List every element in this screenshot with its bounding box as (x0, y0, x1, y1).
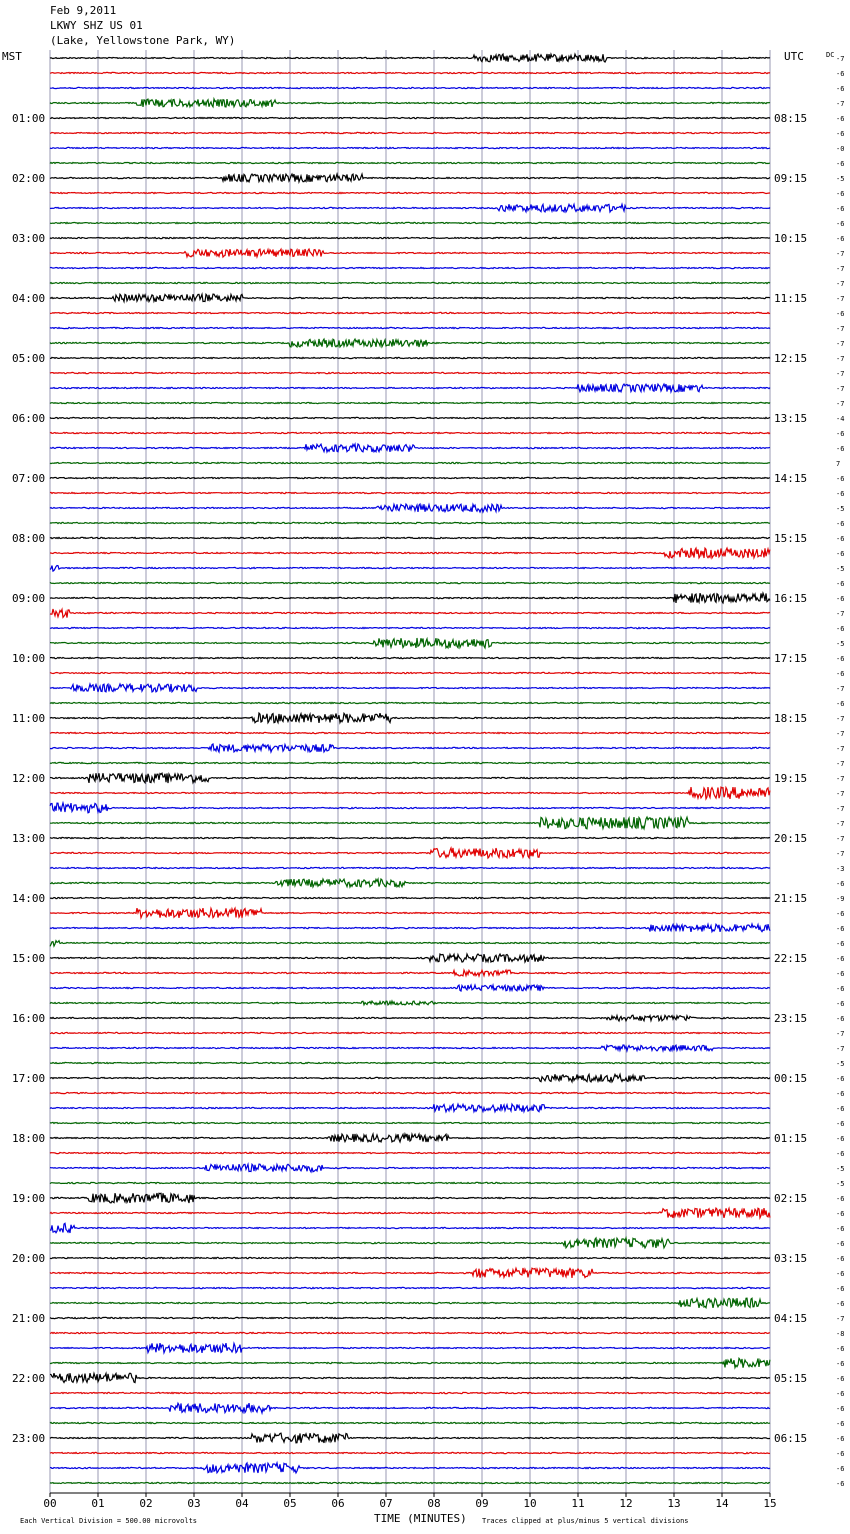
trace-line (50, 732, 770, 733)
dc-offset-label: -6 (836, 1015, 845, 1023)
trace-line (50, 132, 770, 133)
dc-offset-label: -6 (836, 430, 845, 438)
left-hour-label: 17:00 (12, 1072, 46, 1085)
left-hour-label: 21:00 (12, 1312, 46, 1325)
dc-offset-label: -6 (836, 160, 845, 168)
dc-offset-label: -7 (836, 265, 845, 273)
dc-offset-label: -6 (836, 535, 845, 543)
dc-offset-label: -7 (836, 610, 845, 618)
dc-offset-label: -4 (836, 415, 845, 423)
dc-offset-label: -5 (836, 1180, 845, 1188)
right-hour-label: 21:15 (774, 892, 808, 905)
trace-line (50, 1032, 770, 1033)
right-hour-label: 01:15 (774, 1132, 808, 1145)
trace-line (50, 627, 770, 628)
dc-offset-label: -7 (836, 760, 845, 768)
trace-line (50, 462, 770, 463)
dc-offset-label: -6 (836, 1360, 845, 1368)
dc-offset-label: -7 (836, 370, 845, 378)
left-hour-label: 16:00 (12, 1012, 46, 1025)
trace-line (50, 1482, 770, 1483)
dc-offset-label: -6 (836, 1000, 845, 1008)
right-hour-label: 19:15 (774, 772, 808, 785)
trace-line (50, 970, 770, 976)
x-tick-label: 05 (283, 1497, 297, 1510)
dc-offset-label: -6 (836, 580, 845, 588)
right-hour-label: 09:15 (774, 172, 808, 185)
dc-offset-label: -7 (836, 340, 845, 348)
dc-offset-label: -5 (836, 1060, 845, 1068)
left-hour-label: 12:00 (12, 772, 46, 785)
header-location: (Lake, Yellowstone Park, WY) (50, 34, 236, 47)
trace-line (50, 1343, 770, 1353)
dc-offset-label: -6 (836, 655, 845, 663)
header-date: Feb 9,2011 (50, 4, 117, 17)
dc-offset-label: -7 (836, 280, 845, 288)
dc-offset-label: -7 (836, 1045, 845, 1053)
right-hour-label: 13:15 (774, 412, 808, 425)
right-hour-label: 17:15 (774, 652, 808, 665)
left-hour-label: 09:00 (12, 592, 46, 605)
right-hour-label: 16:15 (774, 592, 808, 605)
trace-line (50, 1268, 770, 1278)
left-hour-label: 03:00 (12, 232, 46, 245)
dc-offset-label: -6 (836, 310, 845, 318)
right-hour-label: 00:15 (774, 1072, 808, 1085)
dc-offset-label: -7 (836, 745, 845, 753)
x-tick-label: 01 (91, 1497, 105, 1510)
grid-lines (50, 50, 770, 1493)
dc-offset-label: -7 (836, 1030, 845, 1038)
x-tick-label: 12 (619, 1497, 633, 1510)
x-tick-label: 09 (475, 1497, 489, 1510)
right-hour-label: 12:15 (774, 352, 808, 365)
dc-offset-label: -7 (836, 100, 845, 108)
x-tick-label: 02 (139, 1497, 153, 1510)
trace-line (50, 1182, 770, 1183)
dc-offset-label: -7 (836, 775, 845, 783)
trace-line (50, 492, 770, 493)
trace-line (50, 803, 770, 813)
trace-line (50, 237, 770, 238)
seismic-traces (50, 54, 770, 1484)
dc-label: DC (826, 51, 835, 59)
dc-offset-label: -6 (836, 1435, 845, 1443)
dc-offset-label: -6 (836, 985, 845, 993)
trace-line (50, 773, 770, 783)
dc-offset-label: -6 (836, 1300, 845, 1308)
left-hour-label: 02:00 (12, 172, 46, 185)
trace-line (50, 1223, 770, 1233)
trace-line (50, 684, 770, 692)
trace-line (50, 249, 770, 257)
right-hour-label: 11:15 (774, 292, 808, 305)
dc-offset-label: -6 (836, 955, 845, 963)
trace-line (50, 294, 770, 302)
header-station: LKWY SHZ US 01 (50, 19, 143, 32)
trace-line (50, 1193, 770, 1203)
dc-offset-label: -6 (836, 520, 845, 528)
right-hour-label: 06:15 (774, 1432, 808, 1445)
right-hour-label: 15:15 (774, 532, 808, 545)
left-hour-label: 10:00 (12, 652, 46, 665)
trace-line (50, 204, 770, 212)
dc-offset-label: -6 (836, 1105, 845, 1113)
trace-line (50, 477, 770, 478)
dc-offset-label: -5 (836, 175, 845, 183)
trace-line (50, 787, 770, 799)
left-hour-label: 05:00 (12, 352, 46, 365)
left-hour-label: 18:00 (12, 1132, 46, 1145)
trace-line (50, 744, 770, 752)
left-hour-label: 23:00 (12, 1432, 46, 1445)
left-hour-label: 19:00 (12, 1192, 46, 1205)
dc-offset-label: -7 (836, 295, 845, 303)
trace-line (50, 582, 770, 583)
dc-offset-label: -6 (836, 1225, 845, 1233)
dc-offset-label: -0 (836, 145, 845, 153)
left-hour-label: 07:00 (12, 472, 46, 485)
dc-offset-label: -7 (836, 805, 845, 813)
trace-line (50, 1463, 770, 1473)
right-hour-label: 20:15 (774, 832, 808, 845)
trace-line (50, 174, 770, 182)
trace-line (50, 72, 770, 73)
dc-offset-label: -6 (836, 205, 845, 213)
dc-offset-label: -3 (836, 865, 845, 873)
trace-line (50, 1257, 770, 1258)
dc-offset-label: -6 (836, 1270, 845, 1278)
dc-offset-label: -7 (836, 55, 845, 63)
trace-line (50, 1104, 770, 1112)
trace-line (50, 638, 770, 648)
left-hour-label: 14:00 (12, 892, 46, 905)
dc-offset-label: 7 (836, 460, 841, 468)
trace-line (50, 537, 770, 538)
left-hour-label: 06:00 (12, 412, 46, 425)
dc-offset-label: -6 (836, 235, 845, 243)
trace-line (50, 593, 770, 603)
x-tick-label: 13 (667, 1497, 681, 1510)
dc-offset-label: -6 (836, 1345, 845, 1353)
trace-line (50, 384, 770, 392)
dc-offset-label: -6 (836, 490, 845, 498)
trace-line (50, 504, 770, 512)
dc-offset-label: -7 (836, 250, 845, 258)
axis-labels (12, 55, 844, 1510)
right-hour-label: 05:15 (774, 1372, 808, 1385)
x-tick-label: 04 (235, 1497, 249, 1510)
trace-line (50, 444, 770, 452)
trace-line (50, 1164, 770, 1172)
trace-line (50, 1062, 770, 1063)
dc-offset-label: -6 (836, 130, 845, 138)
trace-line (50, 1134, 770, 1142)
trace-line (50, 837, 770, 838)
dc-offset-label: -6 (836, 445, 845, 453)
trace-line (50, 1045, 770, 1051)
trace-line (50, 99, 770, 107)
dc-offset-label: -6 (836, 625, 845, 633)
dc-offset-label: -6 (836, 1465, 845, 1473)
right-hour-label: 03:15 (774, 1252, 808, 1265)
dc-offset-label: -7 (836, 325, 845, 333)
x-tick-label: 00 (43, 1497, 57, 1510)
left-hour-label: 11:00 (12, 712, 46, 725)
trace-line (50, 54, 770, 62)
trace-line (50, 267, 770, 268)
trace-line (50, 713, 770, 723)
right-hour-label: 08:15 (774, 112, 808, 125)
trace-line (50, 672, 770, 673)
clip-note: Traces clipped at plus/minus 5 vertical divisions (482, 1517, 689, 1525)
dc-offset-label: -7 (836, 790, 845, 798)
trace-line (50, 548, 770, 558)
dc-offset-label: -7 (836, 685, 845, 693)
x-tick-label: 10 (523, 1497, 537, 1510)
dc-offset-label: -7 (836, 715, 845, 723)
trace-line (50, 954, 770, 962)
trace-line (50, 357, 770, 358)
dc-offset-label: -6 (836, 70, 845, 78)
trace-line (50, 339, 770, 347)
trace-line (50, 417, 770, 418)
trace-line (50, 222, 770, 223)
x-tick-label: 08 (427, 1497, 441, 1510)
trace-line (50, 985, 770, 991)
dc-offset-label: -6 (836, 910, 845, 918)
trace-line (50, 1332, 770, 1333)
trace-line (50, 1152, 770, 1153)
dc-offset-label: -6 (836, 220, 845, 228)
trace-line (50, 941, 770, 947)
dc-offset-label: -6 (836, 475, 845, 483)
trace-line (50, 924, 770, 932)
trace-line (50, 1208, 770, 1218)
dc-offset-label: -6 (836, 1480, 845, 1488)
right-hour-label: 04:15 (774, 1312, 808, 1325)
trace-line (50, 817, 770, 829)
trace-line (50, 1403, 770, 1413)
left-hour-label: 13:00 (12, 832, 46, 845)
trace-line (50, 1074, 770, 1082)
trace-line (50, 327, 770, 328)
trace-line (50, 1122, 770, 1123)
trace-line (50, 1373, 770, 1383)
trace-line (50, 522, 770, 523)
right-timezone-label: UTC (784, 50, 804, 63)
trace-line (50, 192, 770, 193)
x-tick-label: 14 (715, 1497, 729, 1510)
left-hour-label: 01:00 (12, 112, 46, 125)
trace-line (50, 312, 770, 313)
dc-offset-label: -6 (836, 595, 845, 603)
dc-offset-label: -7 (836, 355, 845, 363)
dc-offset-label: -6 (836, 1150, 845, 1158)
trace-line (50, 147, 770, 148)
trace-line (50, 1433, 770, 1443)
trace-line (50, 372, 770, 373)
right-hour-label: 18:15 (774, 712, 808, 725)
trace-line (50, 1001, 770, 1005)
trace-line (50, 702, 770, 703)
dc-offset-label: -6 (836, 700, 845, 708)
x-tick-label: 06 (331, 1497, 345, 1510)
dc-offset-label: -6 (836, 1090, 845, 1098)
x-tick-label: 03 (187, 1497, 201, 1510)
trace-line (50, 762, 770, 763)
trace-line (50, 162, 770, 163)
dc-offset-label: -6 (836, 1240, 845, 1248)
trace-line (50, 432, 770, 433)
dc-offset-label: -6 (836, 1390, 845, 1398)
dc-offset-label: -6 (836, 190, 845, 198)
trace-line (50, 848, 770, 858)
dc-offset-label: -7 (836, 820, 845, 828)
x-tick-label: 11 (571, 1497, 585, 1510)
dc-offset-label: -7 (836, 850, 845, 858)
dc-offset-label: -9 (836, 895, 845, 903)
dc-offset-label: -6 (836, 1405, 845, 1413)
left-hour-label: 22:00 (12, 1372, 46, 1385)
dc-offset-label: -6 (836, 1450, 845, 1458)
trace-line (50, 1452, 770, 1453)
dc-offset-label: -6 (836, 1135, 845, 1143)
right-hour-label: 14:15 (774, 472, 808, 485)
dc-offset-label: -6 (836, 940, 845, 948)
trace-line (50, 908, 770, 918)
trace-line (50, 1392, 770, 1393)
trace-line (50, 867, 770, 868)
trace-line (50, 897, 770, 898)
x-axis-title: TIME (MINUTES) (374, 1512, 467, 1525)
dc-offset-label: -6 (836, 1285, 845, 1293)
dc-offset-label: -6 (836, 1375, 845, 1383)
trace-line (50, 879, 770, 887)
x-tick-label: 15 (763, 1497, 777, 1510)
dc-offset-label: -6 (836, 925, 845, 933)
dc-offset-label: -5 (836, 505, 845, 513)
trace-line (50, 1422, 770, 1423)
trace-line (50, 657, 770, 658)
dc-offset-label: -6 (836, 1210, 845, 1218)
trace-line (50, 1092, 770, 1093)
dc-offset-label: -6 (836, 670, 845, 678)
trace-line (50, 1298, 770, 1308)
dc-offset-label: -5 (836, 1165, 845, 1173)
trace-line (50, 1317, 770, 1318)
trace-line (50, 117, 770, 118)
trace-line (50, 566, 770, 572)
dc-offset-label: -6 (836, 1195, 845, 1203)
left-hour-label: 08:00 (12, 532, 46, 545)
vertical-division-note: Each Vertical Division = 500.00 microvolts (20, 1517, 198, 1525)
dc-offset-label: -7 (836, 835, 845, 843)
trace-line (50, 282, 770, 283)
dc-offset-label: -7 (836, 400, 845, 408)
left-hour-label: 15:00 (12, 952, 46, 965)
x-tick-label: 07 (379, 1497, 393, 1510)
dc-offset-label: -6 (836, 1420, 845, 1428)
dc-offset-label: -8 (836, 1330, 845, 1338)
dc-offset-label: -5 (836, 640, 845, 648)
dc-offset-label: -6 (836, 1120, 845, 1128)
trace-line (50, 1238, 770, 1248)
dc-offset-label: -6 (836, 85, 845, 93)
right-hour-label: 22:15 (774, 952, 808, 965)
dc-offset-label: -6 (836, 115, 845, 123)
left-hour-label: 20:00 (12, 1252, 46, 1265)
dc-offset-label: -5 (836, 565, 845, 573)
trace-line (50, 1015, 770, 1021)
dc-offset-label: -7 (836, 730, 845, 738)
dc-offset-label: -7 (836, 1315, 845, 1323)
right-hour-label: 02:15 (774, 1192, 808, 1205)
dc-offset-label: -6 (836, 550, 845, 558)
left-hour-label: 04:00 (12, 292, 46, 305)
trace-line (50, 1358, 770, 1367)
trace-line (50, 1287, 770, 1288)
dc-offset-label: -7 (836, 385, 845, 393)
right-hour-label: 10:15 (774, 232, 808, 245)
left-timezone-label: MST (2, 50, 22, 63)
dc-offset-label: -6 (836, 1255, 845, 1263)
trace-line (50, 87, 770, 88)
trace-line (50, 609, 770, 618)
dc-offset-label: -6 (836, 1075, 845, 1083)
trace-line (50, 402, 770, 403)
dc-offset-label: -6 (836, 970, 845, 978)
dc-offset-label: -6 (836, 880, 845, 888)
right-hour-label: 23:15 (774, 1012, 808, 1025)
